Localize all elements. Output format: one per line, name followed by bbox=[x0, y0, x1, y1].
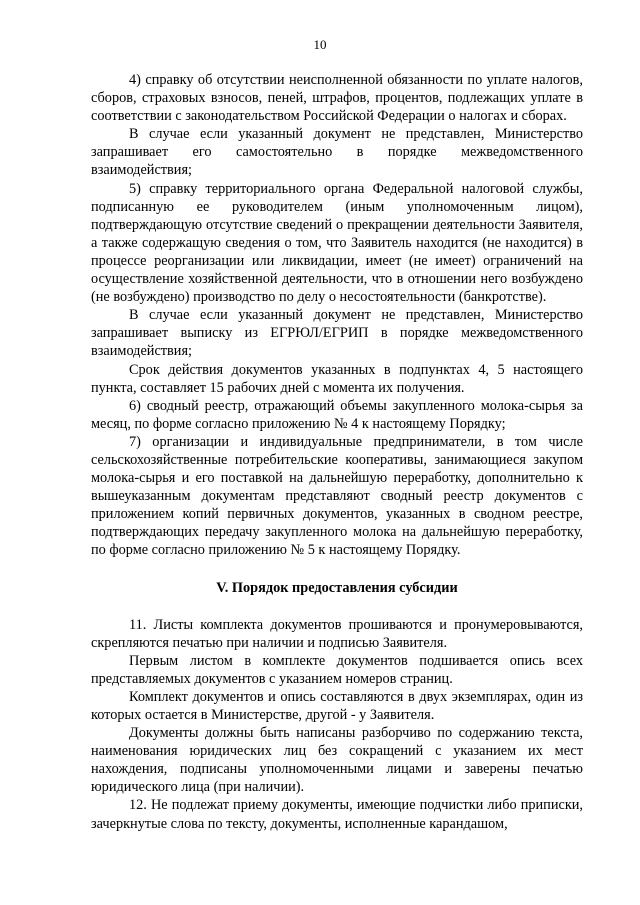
section-heading: V. Порядок предоставления субсидии bbox=[216, 579, 458, 596]
paragraph-validity-period: Срок действия документов указанных в подпунктах 4, 5 настоящего пункта, составляет 15 рабочих дней с момента их получения. bbox=[91, 361, 583, 396]
paragraph-item-6-summary-register: 6) сводный реестр, отражающий объемы закупленного молока-сырья за месяц, по форме согласно приложению № 4 к настоящему Порядку; bbox=[91, 397, 583, 432]
paragraph-item-7-organizations: 7) организации и индивидуальные предприниматели, в том числе сельскохозяйственные потребительские кооперативы, занимающиеся закупом молока-сырья и его поставкой на дальнейшую переработку, дополнительно к вышеуказанным документам представляют сводный реестр документов с приложением копий первичных документов, указанных в сводном реестре, подтверждающих передачу закупленного молока на дальнейшую переработку, по форме согласно приложению № 5 к настоящему Порядку. bbox=[91, 433, 583, 559]
paragraph-clause-11: 11. Листы комплекта документов прошиваются и пронумеровываются, скрепляются печатью при наличии и подписью Заявителя. bbox=[91, 616, 583, 651]
paragraph-legibility-requirements: Документы должны быть написаны разборчиво по содержанию текста, наименования юридических лиц без сокращений с указанием их мест нахождения, подписаны уполномоченными лицами и заверены печатью юридического лица (при наличии). bbox=[91, 725, 583, 796]
document-body bbox=[91, 71, 583, 833]
paragraph-ministry-request-note: В случае если указанный документ не представлен, Министерство запрашивает его самостоятельно в порядке межведомственного взаимодействия; bbox=[91, 126, 583, 179]
page-number: 10 bbox=[313, 37, 327, 52]
paragraph-egrul-request-note: В случае если указанный документ не представлен, Министерство запрашивает выписку из ЕГРЮЛ/ЕГРИП в порядке межведомственного взаимодействия; bbox=[91, 307, 583, 360]
paragraph-item-4-tax-certificate: 4) справку об отсутствии неисполненной обязанности по уплате налогов, сборов, страховых взносов, пеней, штрафов, процентов, подлежащих уплате в соответствии с законодательством Российской Федерации о налогах и сборах. bbox=[91, 72, 583, 125]
paragraph-two-copies: Комплект документов и опись составляются в двух экземплярах, один из которых остается в Министерстве, другой - у Заявителя. bbox=[91, 688, 583, 723]
paragraph-item-5-fns-certificate: 5) справку территориального органа Федеральной налоговой службы, подписанную ее руководителем (иным уполномоченным лицом), подтверждающую отсутствие сведений о прекращении деятельности Заявителя, а также содержащую сведения о том, что Заявитель находится (не находится) в процессе реорганизации или ликвидации, имеет (не имеет) ограничений на осуществление хозяйственной деятельности, что в отношении него возбуждено (не возбуждено) производство по делу о несостоятельности (банкротстве). bbox=[91, 180, 583, 306]
paragraph-inventory-first-sheet: Первым листом в комплекте документов подшивается опись всех представляемых документов с указанием номеров страниц. bbox=[91, 652, 583, 687]
paragraph-clause-12: 12. Не подлежат приему документы, имеющие подчистки либо приписки, зачеркнутые слова по тексту, документы, исполненные карандашом, bbox=[91, 797, 583, 832]
